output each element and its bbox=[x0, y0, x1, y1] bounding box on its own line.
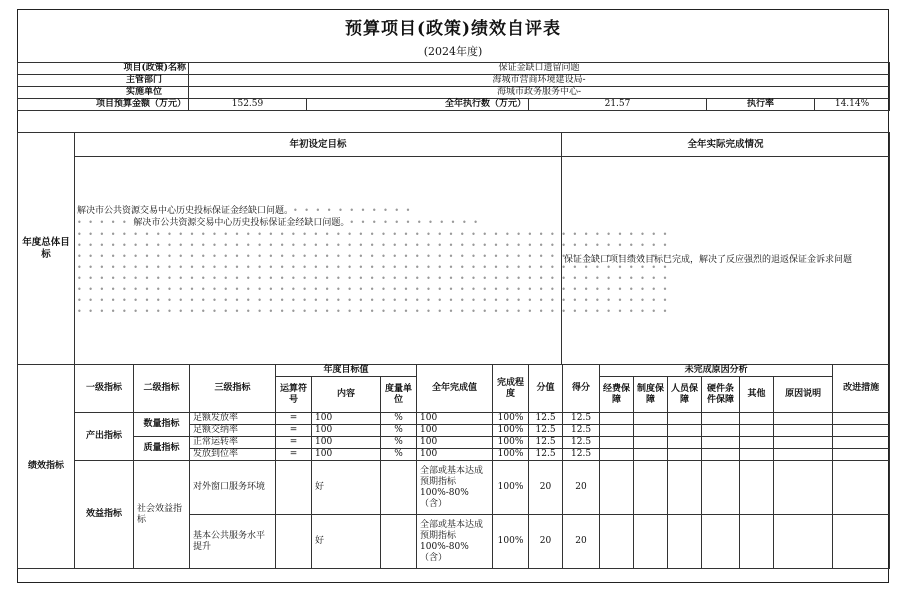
actual-value: 100 bbox=[417, 425, 493, 437]
header-reason-system: 制度保障 bbox=[634, 377, 668, 413]
header-level1: 一级指标 bbox=[75, 365, 134, 413]
header-reason-hardware: 硬件条件保障 bbox=[702, 377, 740, 413]
score: 20 bbox=[563, 461, 600, 515]
level2-social: 社会效益指标 bbox=[134, 461, 190, 569]
actual-value: 全部或基本达成预期指标100%-80%（含） bbox=[417, 515, 493, 569]
set-goal-header: 年初设定目标 bbox=[75, 133, 562, 157]
score: 12.5 bbox=[563, 449, 600, 461]
target-unit bbox=[381, 515, 417, 569]
level1-effect: 效益指标 bbox=[75, 461, 134, 569]
target-unit: % bbox=[381, 425, 417, 437]
score-value: 12.5 bbox=[529, 449, 563, 461]
level3-name: 发放到位率 bbox=[190, 449, 276, 461]
exec-value: 21.57 bbox=[529, 99, 707, 111]
operator: = bbox=[276, 437, 312, 449]
dept-label: 主管部门 bbox=[18, 75, 189, 87]
header-score-value: 分值 bbox=[529, 365, 563, 413]
operator bbox=[276, 461, 312, 515]
header-reason-staff: 人员保障 bbox=[668, 377, 702, 413]
form-title: 预算项目(政策)绩效自评表 bbox=[344, 19, 562, 39]
header-content: 内容 bbox=[312, 377, 381, 413]
header-reason-other: 其他 bbox=[740, 377, 774, 413]
completion-degree: 100% bbox=[493, 413, 529, 425]
operator bbox=[276, 515, 312, 569]
evaluation-form bbox=[17, 9, 889, 583]
header-unit: 度量单位 bbox=[381, 377, 417, 413]
completion-degree: 100% bbox=[493, 449, 529, 461]
score-value: 20 bbox=[529, 461, 563, 515]
budget-value: 152.59 bbox=[189, 99, 307, 111]
target-unit: % bbox=[381, 413, 417, 425]
score: 12.5 bbox=[563, 437, 600, 449]
score-value: 12.5 bbox=[529, 425, 563, 437]
perf-section-label: 绩效指标 bbox=[18, 365, 75, 569]
set-goal-cell: 解决市公共资源交易中心历史投标保证金经缺口问题。• • • • • • • • • • • • • • • • 解决市公共资源交易中心历史投标保证金经缺口问题。• • • • • • • • • • • • • • • • • • • • • • • • • • • • • • • • • • • • • • • • • • • • • • • • • • • • • • • • • • • • • • • • • • • • • • • • • • • • • • • • • • • • • • • • • • • • • • • • • • • • • • • • • • • • • • • • • • • • • • • • • • • • • • • • • • • • • • • • • • • • • • • • • • • • • • • • • • • • • • • • • • • • • • • • • • • • • • • • • • • • • • • • • • • • • • • • • • • • • • • • • • • • • • • • • • • • • • • • • • • • • • • • • • • • • • • • • • • • • • • • • • • • • • • • • • • • • • • • • • • • • • • • • • • • • • • • • • • • • • • • • • • • • • • • • • • • • • • • • • • • • • • • • • • • • • • • • • • • • • • • • • • • • • • • • • • • • • • • • • • • • • • • • • • • • • • • • • • • • • • • • • • • • • • • • • • • • • • • • • • • • • • • • • • • • • • • • • • • • • • • • • • • • • • • • • • • • • • • • • • • • • • • • • • • • • • • • • • • bbox=[75, 157, 562, 365]
header-level3: 三级指标 bbox=[190, 365, 276, 413]
target-content: 100 bbox=[312, 437, 381, 449]
operator: = bbox=[276, 413, 312, 425]
exec-label: 全年执行数（万元） bbox=[307, 99, 529, 111]
level2-quality: 质量指标 bbox=[134, 437, 190, 461]
performance-indicator-table bbox=[17, 364, 890, 569]
score: 20 bbox=[563, 515, 600, 569]
operator: = bbox=[276, 449, 312, 461]
set-goal-text-2: 解决市公共资源交易中心历史投标保证金经缺口问题。 bbox=[133, 217, 350, 228]
unit-value: 海城市政务服务中心- bbox=[189, 87, 890, 99]
score: 12.5 bbox=[563, 425, 600, 437]
actual-value: 100 bbox=[417, 449, 493, 461]
score: 12.5 bbox=[563, 413, 600, 425]
completion-degree: 100% bbox=[493, 461, 529, 515]
level2-quantity: 数量指标 bbox=[134, 413, 190, 437]
level3-name: 足额交纳率 bbox=[190, 425, 276, 437]
actual-value: 100 bbox=[417, 437, 493, 449]
target-content: 100 bbox=[312, 449, 381, 461]
target-content: 100 bbox=[312, 413, 381, 425]
level3-name: 足额发放率 bbox=[190, 413, 276, 425]
header-actual: 全年完成值 bbox=[417, 365, 493, 413]
header-target: 年度目标值 bbox=[276, 365, 417, 377]
unit-label: 实施单位 bbox=[18, 87, 189, 99]
target-unit bbox=[381, 461, 417, 515]
project-info-table bbox=[17, 62, 890, 111]
level3-name: 基本公共服务水平提升 bbox=[190, 515, 276, 569]
target-content: 100 bbox=[312, 425, 381, 437]
header-degree: 完成程度 bbox=[493, 365, 529, 413]
actual-completion-header: 全年实际完成情况 bbox=[562, 133, 890, 157]
header-reason: 未完成原因分析 bbox=[600, 365, 833, 377]
actual-value: 100 bbox=[417, 413, 493, 425]
annual-goal-label: 年度总体目标 bbox=[18, 133, 75, 365]
completion-degree: 100% bbox=[493, 425, 529, 437]
actual-completion-text: 保证金缺口项目绩效目标已完成，解决了反应强烈的退返保证金诉求问题 bbox=[562, 157, 890, 365]
score-value: 20 bbox=[529, 515, 563, 569]
budget-label: 项目预算金额（万元） bbox=[18, 99, 189, 111]
completion-degree: 100% bbox=[493, 437, 529, 449]
target-unit: % bbox=[381, 437, 417, 449]
rate-value: 14.14% bbox=[815, 99, 890, 111]
dept-value: 海城市营商环境建设局- bbox=[189, 75, 890, 87]
header-improve: 改进措施 bbox=[833, 365, 890, 413]
header-reason-note: 原因说明 bbox=[774, 377, 833, 413]
level1-output: 产出指标 bbox=[75, 413, 134, 461]
operator: = bbox=[276, 425, 312, 437]
form-year: (2024年度) bbox=[423, 45, 483, 58]
header-reason-funding: 经费保障 bbox=[600, 377, 634, 413]
target-unit: % bbox=[381, 449, 417, 461]
target-content: 好 bbox=[312, 515, 381, 569]
header-operator: 运算符号 bbox=[276, 377, 312, 413]
header-score: 得分 bbox=[563, 365, 600, 413]
completion-degree: 100% bbox=[493, 515, 529, 569]
header-level2: 二级指标 bbox=[134, 365, 190, 413]
actual-value: 全部或基本达成预期指标100%-80%（含） bbox=[417, 461, 493, 515]
score-value: 12.5 bbox=[529, 437, 563, 449]
level3-name: 正常运转率 bbox=[190, 437, 276, 449]
rate-label: 执行率 bbox=[707, 99, 815, 111]
level3-name: 对外窗口服务环境 bbox=[190, 461, 276, 515]
project-name-value: 保证金缺口遗留问题 bbox=[189, 63, 890, 75]
score-value: 12.5 bbox=[529, 413, 563, 425]
target-content: 好 bbox=[312, 461, 381, 515]
set-goal-text-1: 解决市公共资源交易中心历史投标保证金经缺口问题。 bbox=[77, 205, 294, 216]
project-name-label: 项目(政策)名称 bbox=[18, 63, 189, 75]
annual-goal-table bbox=[17, 132, 890, 365]
